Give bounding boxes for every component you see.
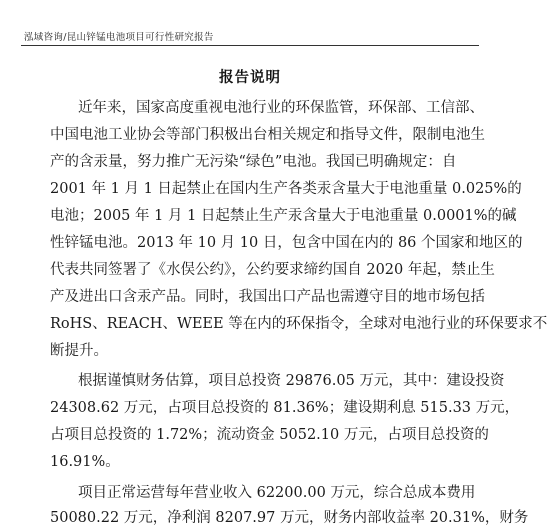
paragraph-2-line: 16.91%。 (50, 454, 120, 470)
section-title: 报告说明 (219, 69, 281, 86)
paragraph-1-line: 产的含汞量，努力推广无污染“绿色”电池。我国已明确规定：自 (50, 154, 457, 170)
paragraph-1-line: 代表共同签署了《水俣公约》，公约要求缔约国自 2020 年起，禁止生 (50, 262, 495, 278)
paragraph-1-line: 中国电池工业协会等部门积极出台相关规定和指导文件，限制电池生 (50, 127, 485, 143)
header-divider (21, 45, 479, 46)
paragraph-2-line: 根据谨慎财务估算，项目总投资 29876.05 万元，其中：建设投资 (78, 373, 505, 389)
paragraph-1-line: 电池；2005 年 1 月 1 日起禁止生产汞含量大于电池重量 0.0001%的碱 (50, 208, 517, 224)
paragraph-3-line: 50080.22 万元，净利润 8207.97 万元，财务内部收益率 20.31%，财务 (50, 510, 529, 526)
paragraph-1-line: 2001 年 1 月 1 日起禁止在国内生产各类汞含量大于电池重量 0.025%的 (50, 181, 522, 197)
paragraph-1-line: 性锌锰电池。2013 年 10 月 10 日，包含中国在内的 86 个国家和地区的 (50, 235, 523, 251)
paragraph-1-line: 近年来，国家高度重视电池行业的环保监管，环保部、工信部、 (78, 100, 484, 116)
paragraph-1-line: 产及进出口含汞产品。同时，我国出口产品也需遵守目的地市场包括 (50, 289, 485, 305)
paragraph-2-line: 占项目总投资的 1.72%；流动资金 5052.10 万元，占项目总投资的 (50, 427, 489, 443)
paragraph-1-line: RoHS、REACH、WEEE 等在内的环保指令，全球对电池行业的环保要求不 (50, 316, 547, 332)
paragraph-2-line: 24308.62 万元，占项目总投资的 81.36%；建设期利息 515.33 万元， (50, 400, 520, 416)
paragraph-3-line: 项目正常运营每年营业收入 62200.00 万元，综合总成本费用 (78, 485, 476, 501)
running-header: 泓域咨询/昆山锌锰电池项目可行性研究报告 (24, 32, 214, 43)
paragraph-1-line: 断提升。 (50, 343, 108, 359)
